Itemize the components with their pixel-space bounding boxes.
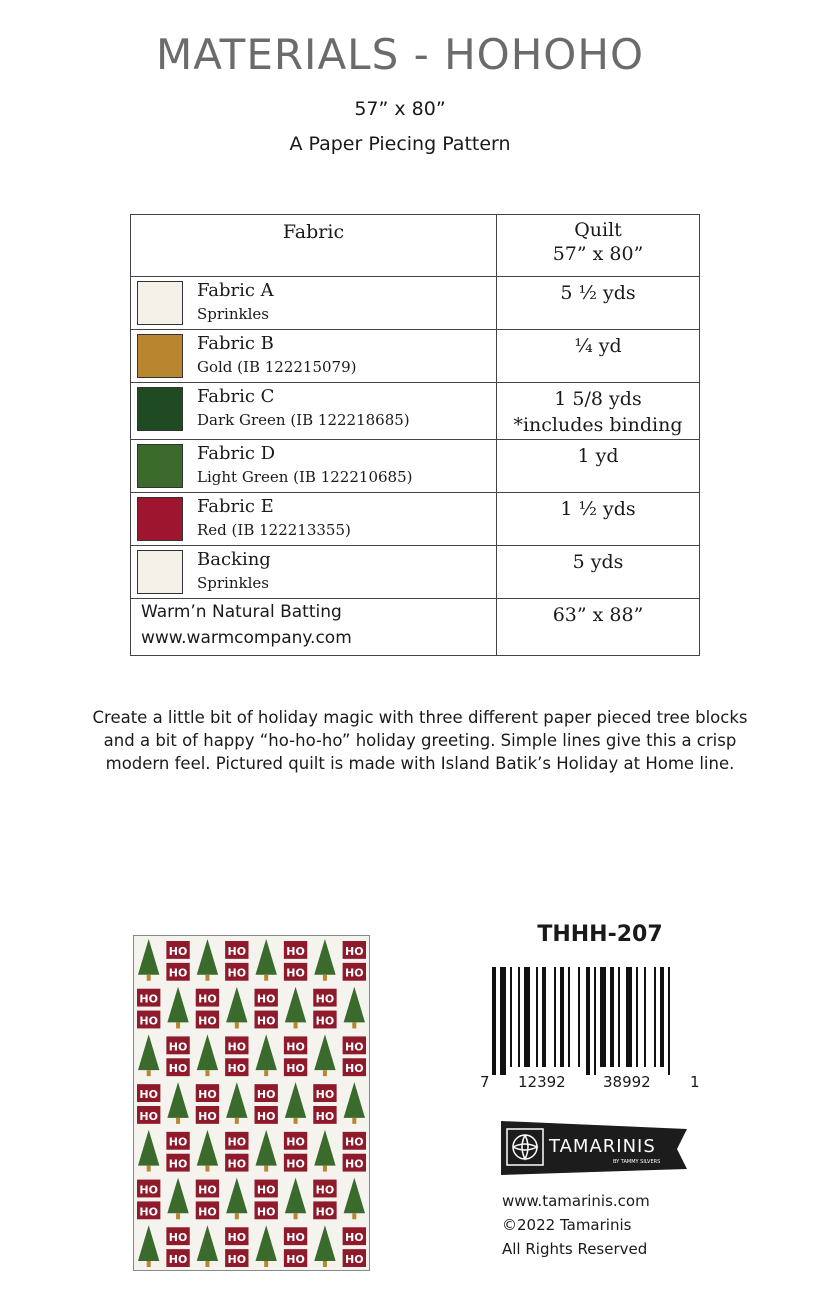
ho-letters: HO <box>345 944 364 958</box>
fabric-cell <box>131 440 497 493</box>
fabric-amount <box>497 277 700 330</box>
fabric-name: Fabric C <box>197 386 275 407</box>
fabric-amount <box>497 493 700 546</box>
batting-website: www.warmcompany.com <box>141 628 352 648</box>
barcode-bar <box>610 967 614 1067</box>
ho-letters: HO <box>168 1253 188 1266</box>
barcode-bar <box>654 967 656 1067</box>
fabric-name: Fabric B <box>197 333 274 354</box>
fabric-description: Sprinkles <box>197 305 269 323</box>
fabric-amount-value: ¼ yd <box>574 335 622 357</box>
fabric-amount-value: 5 ½ yds <box>560 282 636 304</box>
column-header-quilt-label: Quilt <box>574 219 622 241</box>
fabric-cell <box>131 546 497 599</box>
ho-letters: HO <box>256 1205 276 1219</box>
fabric-swatch <box>137 550 183 594</box>
ho-letters: HO <box>198 1109 217 1123</box>
fabric-name: Backing <box>197 549 271 570</box>
table-row <box>131 330 700 383</box>
ho-letters: HO <box>198 1183 217 1197</box>
ho-letters: HO <box>315 1205 335 1219</box>
table-header-row <box>131 215 700 277</box>
barcode-bar <box>594 967 596 1075</box>
column-header-quilt <box>497 215 700 277</box>
ho-letters: HO <box>227 1040 247 1054</box>
column-header-fabric: Fabric <box>131 215 497 277</box>
ho-letters: HO <box>227 1062 247 1076</box>
table-row <box>131 493 700 546</box>
ho-letters: HO <box>315 1183 335 1197</box>
table-row <box>131 277 700 330</box>
barcode-digit-group-1: 12392 <box>518 1073 566 1091</box>
ho-letters: HO <box>227 944 247 958</box>
ho-letters: HO <box>168 1135 188 1149</box>
fabric-name: Fabric A <box>197 280 274 301</box>
barcode-bar <box>524 967 530 1067</box>
fabric-swatch <box>137 387 183 431</box>
ho-letters: HO <box>315 992 335 1006</box>
barcode <box>478 965 708 1099</box>
ho-letters: HO <box>198 1088 217 1101</box>
ho-letters: HO <box>168 966 188 980</box>
barcode-bar <box>542 967 546 1067</box>
fabric-description: Light Green (IB 122210685) <box>197 468 413 486</box>
description-line: and a bit of happy “ho-ho-ho” holiday greeting. Simple lines give this a crisp <box>103 731 737 750</box>
fabric-description: Sprinkles <box>197 574 269 592</box>
ho-letters: HO <box>198 1205 217 1219</box>
barcode-bar <box>568 967 570 1067</box>
ho-letters: HO <box>256 992 276 1006</box>
ho-letters: HO <box>286 944 305 958</box>
barcode-bar <box>626 967 632 1067</box>
barcode-bar <box>618 967 620 1067</box>
ho-letters: HO <box>345 1062 364 1076</box>
batting-cell <box>131 599 497 656</box>
ho-letters: HO <box>345 1157 364 1171</box>
description-line: Create a little bit of holiday magic with three different paper pieced tree blocks <box>92 708 748 727</box>
barcode-bar <box>636 967 638 1067</box>
barcode-bar <box>554 967 556 1067</box>
fabric-cell <box>131 277 497 330</box>
barcode-bar <box>492 967 496 1075</box>
rights-text: All Rights Reserved <box>502 1240 648 1258</box>
ho-letters: HO <box>256 1014 276 1028</box>
fabric-swatch <box>137 497 183 541</box>
ho-letters: HO <box>227 1135 247 1149</box>
ho-letters: HO <box>286 1062 305 1076</box>
contact-block <box>502 1189 650 1261</box>
fabric-description: Dark Green (IB 122218685) <box>197 411 410 429</box>
website-link[interactable]: www.tamarinis.com <box>502 1192 650 1210</box>
ho-letters: HO <box>168 1231 188 1245</box>
logo-brand-text: TAMARINIS <box>549 1136 656 1157</box>
fabric-amount-value: 1 yd <box>577 445 619 467</box>
ho-letters: HO <box>345 1135 364 1149</box>
copyright-text: ©2022 Tamarinis <box>502 1216 632 1234</box>
batting-amount: 63” x 88” <box>497 599 700 656</box>
ho-letters: HO <box>315 1088 335 1101</box>
ho-letters: HO <box>345 966 364 980</box>
fabric-cell <box>131 383 497 440</box>
ho-letters: HO <box>139 1205 158 1219</box>
ho-letters: HO <box>168 1157 188 1171</box>
ho-letters: HO <box>227 966 247 980</box>
quilt-pattern-graphic <box>134 936 369 1270</box>
description-line: modern feel. Pictured quilt is made with Island Batik’s Holiday at Home line. <box>105 754 735 773</box>
quilt-preview-image <box>133 935 370 1271</box>
quilt-size: 57” x 80” <box>354 98 446 120</box>
fabric-amount <box>497 330 700 383</box>
fabric-swatch <box>137 334 183 378</box>
fabric-amount <box>497 546 700 599</box>
barcode-bar <box>644 967 646 1067</box>
ho-letters: HO <box>139 1109 158 1123</box>
fabric-amount <box>497 383 700 440</box>
barcode-digit-right: 1 <box>690 1073 700 1091</box>
page-title: MATERIALS - HOHOHO <box>155 30 645 79</box>
batting-row <box>131 599 700 656</box>
ho-letters: HO <box>286 1135 305 1149</box>
ho-letters: HO <box>139 1014 158 1028</box>
barcode-bar <box>510 967 512 1067</box>
ho-letters: HO <box>286 1253 305 1266</box>
ho-letters: HO <box>286 1231 305 1245</box>
fabric-description: Red (IB 122213355) <box>197 521 351 539</box>
ho-letters: HO <box>286 1040 305 1054</box>
ho-letters: HO <box>256 1109 276 1123</box>
ho-letters: HO <box>286 1157 305 1171</box>
barcode-bar <box>586 967 590 1075</box>
fabric-amount-value: 1 ½ yds <box>560 498 636 520</box>
ho-letters: HO <box>139 992 158 1006</box>
barcode-bar <box>578 967 580 1067</box>
ho-letters: HO <box>345 1231 364 1245</box>
fabric-cell <box>131 493 497 546</box>
ho-letters: HO <box>227 1231 247 1245</box>
logo-tagline-text: BY TAMMY SILVERS <box>613 1159 661 1165</box>
ho-letters: HO <box>198 992 217 1006</box>
ho-letters: HO <box>139 1183 158 1197</box>
barcode-bar <box>560 967 564 1067</box>
batting-name: Warm’n Natural Batting <box>141 602 342 622</box>
ho-letters: HO <box>227 1157 247 1171</box>
ho-letters: HO <box>315 1014 335 1028</box>
ho-letters: HO <box>256 1183 276 1197</box>
table-row <box>131 440 700 493</box>
fabric-name: Fabric D <box>197 443 276 464</box>
fabric-swatch <box>137 444 183 488</box>
ho-letters: HO <box>198 1014 217 1028</box>
fabric-amount-value: 5 yds <box>572 551 624 573</box>
tamarinis-logo <box>501 1117 691 1181</box>
column-header-quilt-size: 57” x 80” <box>552 243 644 265</box>
ho-letters: HO <box>315 1109 335 1123</box>
fabric-description: Gold (IB 122215079) <box>197 358 357 376</box>
ho-letters: HO <box>345 1253 364 1266</box>
ho-letters: HO <box>256 1088 276 1101</box>
fabric-amount-note: *includes binding <box>513 414 683 436</box>
barcode-bar <box>500 967 506 1075</box>
barcode-digit-left: 7 <box>480 1073 490 1091</box>
fabric-name: Fabric E <box>197 496 274 517</box>
barcode-bar <box>668 967 670 1075</box>
ho-letters: HO <box>227 1253 247 1266</box>
page-subtitle: A Paper Piecing Pattern <box>289 133 511 155</box>
barcode-digit-group-2: 38992 <box>603 1073 651 1091</box>
fabric-swatch <box>137 281 183 325</box>
ho-letters: HO <box>168 1040 188 1054</box>
ho-letters: HO <box>345 1040 364 1054</box>
ho-letters: HO <box>168 944 188 958</box>
ho-letters: HO <box>286 966 305 980</box>
product-code: THHH-207 <box>537 922 663 947</box>
barcode-graphic <box>478 965 708 1095</box>
fabric-amount <box>497 440 700 493</box>
ho-letters: HO <box>139 1088 158 1101</box>
barcode-bar <box>536 967 538 1067</box>
table-row <box>131 383 700 440</box>
table-row <box>131 546 700 599</box>
ho-letters: HO <box>168 1062 188 1076</box>
barcode-bar <box>660 967 664 1067</box>
materials-table <box>130 214 700 656</box>
pattern-description <box>30 706 810 775</box>
fabric-amount-value: 1 5/8 yds <box>554 388 642 410</box>
barcode-bar <box>600 967 606 1067</box>
fabric-cell <box>131 330 497 383</box>
barcode-bar <box>518 967 520 1067</box>
